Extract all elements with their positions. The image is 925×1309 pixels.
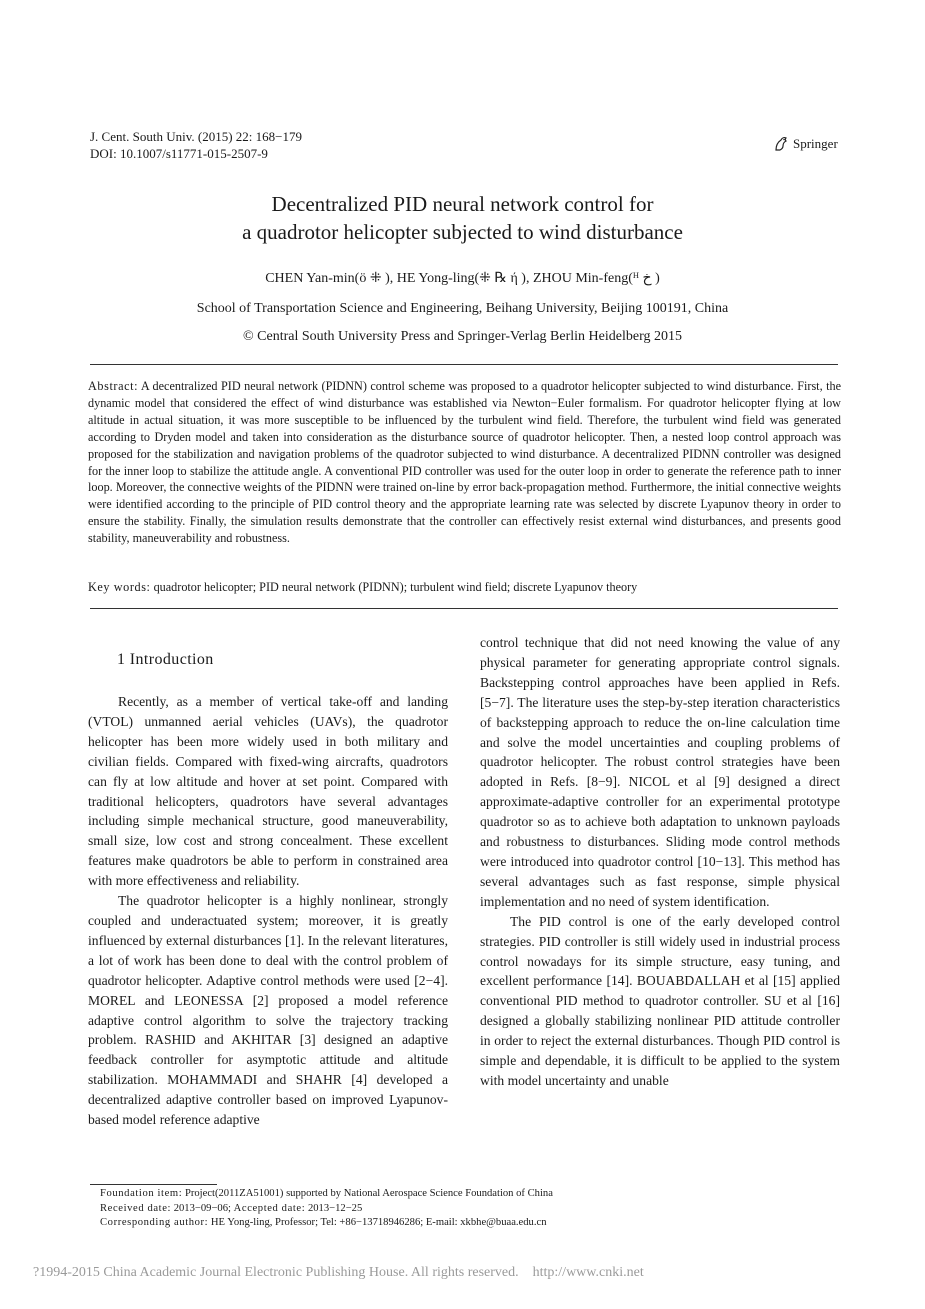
- keywords-text: quadrotor helicopter; PID neural network (PIDNN); turbulent wind field; discrete Lyapunov theory: [153, 580, 638, 594]
- affiliation: School of Transportation Science and Engineering, Beihang University, Beijing 100191, China: [196, 301, 729, 316]
- left-column: [88, 692, 448, 1130]
- footnote-divider: [90, 1184, 217, 1185]
- right-paragraph-2: The PID control is one of the early developed control strategies. PID controller is still widely used in industrial process control nowadays for its simple structure, easy tuning, and excellent performance [14]. BOUABDALLAH et al [15] applied conventional PID method to quadrotor controller. SU et al [16] designed a globally stabilizing nonlinear PID attitude controller in order to reject the external disturbances. Though PID control is simple and dependable, it is difficult to be applied to the system with model uncertainty and unable: [480, 913, 840, 1088]
- accepted-label: Accepted date:: [233, 1202, 306, 1214]
- footnotes: [100, 1187, 553, 1231]
- dates: [100, 1202, 553, 1217]
- section-heading: 1 Introduction: [117, 651, 214, 668]
- journal-header: [90, 128, 302, 162]
- right-paragraph-1: control technique that did not need knowing the value of any physical parameter for generating appropriate control signals. Backstepping control approaches have been applied in Refs. [5−7]. The literature uses the step-by-step iteration characteristics of backstepping approach to reduce the on-line calculation time and solve the model uncertainties and coupling problems of quadrotor helicopter. The robust control strategies have been adopted in Refs. [8−9]. NICOL et al [9] designed a direct approximate-adaptive controller for an experimental prototype quadrotor so as to achieve both adaptation to unknown payloads and robustness to disturbances. Sliding mode control methods were introduced into quadrotor control [10−13]. This method has several advantages such as fast response, simple physical implementation and no need of system identification.: [480, 635, 840, 909]
- keywords: [88, 580, 841, 595]
- publisher-logo: [773, 136, 838, 152]
- abstract-text: A decentralized PID neural network (PIDNN) control scheme was proposed to a quadrotor helicopter subjected to wind disturbance. First, the dynamic model that considered the effect of wind disturbance was established via Newton−Euler formalism. For quadrotor helicopter flying at low altitude in actual situation, it was more susceptible to be influenced by the turbulent wind field. Therefore, the turbulent wind field was generated according to Dryden model and taken into consideration as the disturbance source of quadrotor helicopter. Then, a nested loop control approach was proposed for the stabilization and navigation problems of the quadrotor subjected to wind disturbance. A decentralized PIDNN controller was designed for the inner loop to stabilize the attitude angle. A conventional PID controller was used for the outer loop in order to generate the reference path to inner loop. Moreover, the connective weights of the PIDNN were trained on-line by error back-propagation method. Furthermore, the initial connective weights were identified according to the principle of PID control theory and the appropriate learning rate was selected by discrete Lyapunov theory in order to ensure the stability. Finally, the simulation results demonstrate that the controller can effectively resist external wind disturbances, and presents good stability, maneuverability and robustness.: [88, 379, 842, 546]
- foundation-text: Project(2011ZA51001) supported by National Aerospace Science Foundation of China: [184, 1188, 553, 1199]
- corresponding-text: HE Yong-ling, Professor; Tel: +86−13718946286; E-mail: xkbhe@buaa.edu.cn: [210, 1217, 547, 1228]
- abstract-label: Abstract:: [88, 379, 139, 393]
- abstract: [88, 378, 841, 547]
- right-column: [480, 633, 840, 1091]
- left-paragraph-1: Recently, as a member of vertical take-off and landing (VTOL) unmanned aerial vehicles (UAVs), the quadrotor helicopter has been more widely used in both military and civilian fields. Compared with fixed-wing aircrafts, quadrotors can fly at low altitude and hover at set point. Compared with traditional helicopters, quadrotors have several advantages including simple mechanical structure, good maneuverability, small size, low cost and strong concealment. These excellent features make quadrotors be able to perform in constrained area with more effectiveness and reliability.: [88, 694, 448, 889]
- left-paragraph-2: The quadrotor helicopter is a highly nonlinear, strongly coupled and underactuated system; moreover, it is greatly influenced by external disturbances [1]. In the relevant literatures, a lot of work has been done to deal with the control problem of quadrotor helicopter. Adaptive control methods were used [2−4]. MOREL and LEONESSA [2] proposed a model reference adaptive control algorithm to solve the trajectory tracking problem. RASHID and AKHITAR [3] designed an adaptive feedback controller for asymptotic attitude and altitude stabilization. MOHAMMADI and SHAHR [4] developed a decentralized adaptive controller based on improved Lyapunov-based model reference adaptive: [88, 893, 448, 1128]
- foundation-item: [100, 1187, 553, 1202]
- divider-bottom: [90, 608, 838, 609]
- foundation-label: Foundation item:: [100, 1188, 183, 1199]
- title-line-1: Decentralized PID neural network control for: [271, 192, 654, 216]
- cnki-footer: ?1994-2015 China Academic Journal Electronic Publishing House. All rights reserved. http://www.cnki.net: [33, 1265, 644, 1280]
- doi: DOI: 10.1007/s11771-015-2507-9: [90, 146, 268, 161]
- publisher-name: Springer: [793, 136, 838, 151]
- accepted-date: 2013−12−25: [307, 1202, 363, 1214]
- received-date: 2013−09−06;: [173, 1202, 231, 1214]
- copyright-notice: © Central South University Press and Springer-Verlag Berlin Heidelberg 2015: [243, 329, 682, 344]
- keywords-label: Key words:: [88, 580, 151, 594]
- divider-top: [90, 364, 838, 365]
- author-list: CHEN Yan-min(ö ⁜ ), HE Yong-ling(⁜ ℞ ή ), ZHOU Min-feng(ᴴ خ ): [265, 271, 660, 286]
- title-line-2: a quadrotor helicopter subjected to wind disturbance: [242, 220, 683, 244]
- paper-title: [0, 190, 925, 246]
- corresponding-label: Corresponding author:: [100, 1217, 209, 1228]
- journal-citation: J. Cent. South Univ. (2015) 22: 168−179: [90, 129, 302, 144]
- received-label: Received date:: [100, 1202, 172, 1214]
- springer-horse-icon: [773, 136, 789, 152]
- corresponding-author: [100, 1216, 553, 1231]
